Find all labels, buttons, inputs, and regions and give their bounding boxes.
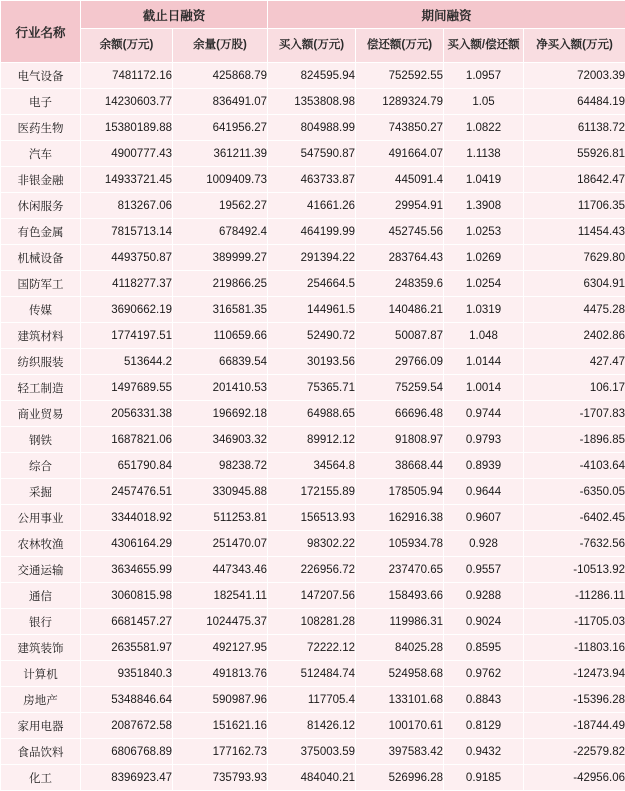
cell-buy-repay-ratio: 0.9557 [444,557,524,583]
cell-industry-name: 非银金融 [1,167,81,193]
cell-buy-amount: 30193.56 [268,349,356,375]
column-header-industry: 行业名称 [1,1,81,63]
cell-industry-name: 建筑装饰 [1,635,81,661]
cell-buy-amount: 75365.71 [268,375,356,401]
cell-balance-amount: 3060815.98 [81,583,173,609]
cell-repay-amount: 178505.94 [356,479,444,505]
table-row [1,401,625,427]
cell-buy-repay-ratio: 0.8129 [444,713,524,739]
table-row [1,245,625,271]
cell-buy-repay-ratio: 0.9762 [444,661,524,687]
cell-net-buy-amount: -15396.28 [524,687,625,713]
cell-net-buy-amount: 72003.39 [524,63,625,89]
cell-buy-repay-ratio: 0.9432 [444,739,524,765]
cell-buy-repay-ratio: 1.0957 [444,63,524,89]
cell-industry-name: 食品饮料 [1,739,81,765]
table-row [1,479,625,505]
cell-balance-volume: 316581.35 [173,297,268,323]
table-row [1,271,625,297]
cell-net-buy-amount: -11705.03 [524,609,625,635]
cell-buy-repay-ratio: 1.048 [444,323,524,349]
cell-industry-name: 计算机 [1,661,81,687]
cell-balance-amount: 513644.2 [81,349,173,375]
cell-balance-volume: 177162.73 [173,739,268,765]
cell-buy-repay-ratio: 0.9744 [444,401,524,427]
cell-balance-volume: 110659.66 [173,323,268,349]
cell-balance-volume: 196692.18 [173,401,268,427]
cell-industry-name: 交通运输 [1,557,81,583]
cell-net-buy-amount: 2402.86 [524,323,625,349]
table-row [1,193,625,219]
cell-buy-amount: 291394.22 [268,245,356,271]
cell-balance-volume: 641956.27 [173,115,268,141]
cell-net-buy-amount: 7629.80 [524,245,625,271]
cell-buy-repay-ratio: 0.9644 [444,479,524,505]
cell-buy-repay-ratio: 1.1138 [444,141,524,167]
cell-industry-name: 家用电器 [1,713,81,739]
cell-repay-amount: 526996.28 [356,765,444,791]
cell-balance-amount: 3344018.92 [81,505,173,531]
header-sub-row [1,29,625,63]
cell-buy-amount: 824595.94 [268,63,356,89]
cell-buy-amount: 172155.89 [268,479,356,505]
cell-net-buy-amount: -12473.94 [524,661,625,687]
cell-net-buy-amount: -42956.06 [524,765,625,791]
cell-buy-amount: 41661.26 [268,193,356,219]
cell-repay-amount: 397583.42 [356,739,444,765]
cell-repay-amount: 752592.55 [356,63,444,89]
cell-balance-amount: 2056331.38 [81,401,173,427]
cell-balance-volume: 425868.79 [173,63,268,89]
table-row [1,739,625,765]
cell-buy-amount: 98302.22 [268,531,356,557]
cell-net-buy-amount: -1707.83 [524,401,625,427]
cell-balance-amount: 1774197.51 [81,323,173,349]
table-row [1,583,625,609]
cell-balance-volume: 19562.27 [173,193,268,219]
cell-buy-repay-ratio: 1.0269 [444,245,524,271]
cell-net-buy-amount: -11286.11 [524,583,625,609]
cell-industry-name: 房地产 [1,687,81,713]
cell-balance-volume: 389999.27 [173,245,268,271]
cell-net-buy-amount: 11706.35 [524,193,625,219]
cell-balance-volume: 511253.81 [173,505,268,531]
cell-buy-amount: 52490.72 [268,323,356,349]
cell-repay-amount: 119986.31 [356,609,444,635]
cell-repay-amount: 75259.54 [356,375,444,401]
table-row [1,713,625,739]
column-group-header-closing-margin: 截止日融资 [81,1,268,29]
cell-balance-volume: 182541.11 [173,583,268,609]
cell-repay-amount: 283764.43 [356,245,444,271]
cell-industry-name: 商业贸易 [1,401,81,427]
cell-net-buy-amount: -6350.05 [524,479,625,505]
cell-balance-volume: 330945.88 [173,479,268,505]
cell-balance-amount: 7815713.14 [81,219,173,245]
cell-industry-name: 采掘 [1,479,81,505]
column-group-header-period-margin: 期间融资 [268,1,625,29]
column-header-net-buy-amount: 净买入额(万元) [524,29,625,63]
cell-industry-name: 医药生物 [1,115,81,141]
cell-balance-volume: 251470.07 [173,531,268,557]
cell-balance-amount: 6681457.27 [81,609,173,635]
column-header-balance-amount: 余额(万元) [81,29,173,63]
table-row [1,375,625,401]
cell-balance-amount: 5348846.64 [81,687,173,713]
cell-industry-name: 传媒 [1,297,81,323]
cell-repay-amount: 50087.87 [356,323,444,349]
cell-balance-volume: 66839.54 [173,349,268,375]
header-group-row [1,1,625,29]
cell-repay-amount: 162916.38 [356,505,444,531]
cell-net-buy-amount: 55926.81 [524,141,625,167]
cell-net-buy-amount: -6402.45 [524,505,625,531]
cell-repay-amount: 133101.68 [356,687,444,713]
cell-industry-name: 轻工制造 [1,375,81,401]
cell-buy-repay-ratio: 0.9288 [444,583,524,609]
cell-buy-repay-ratio: 0.9793 [444,427,524,453]
cell-repay-amount: 29766.09 [356,349,444,375]
cell-buy-amount: 1353808.98 [268,89,356,115]
table-row [1,505,625,531]
table-row [1,635,625,661]
cell-industry-name: 农林牧渔 [1,531,81,557]
table-row [1,661,625,687]
cell-balance-amount: 8396923.47 [81,765,173,791]
cell-buy-amount: 108281.28 [268,609,356,635]
cell-balance-amount: 3690662.19 [81,297,173,323]
cell-buy-repay-ratio: 1.3908 [444,193,524,219]
cell-balance-amount: 14230603.77 [81,89,173,115]
cell-buy-amount: 512484.74 [268,661,356,687]
cell-buy-repay-ratio: 0.928 [444,531,524,557]
cell-buy-repay-ratio: 0.9024 [444,609,524,635]
cell-buy-amount: 464199.99 [268,219,356,245]
cell-buy-amount: 375003.59 [268,739,356,765]
cell-industry-name: 化工 [1,765,81,791]
cell-net-buy-amount: -22579.82 [524,739,625,765]
cell-balance-volume: 735793.93 [173,765,268,791]
cell-balance-volume: 361211.39 [173,141,268,167]
cell-industry-name: 有色金属 [1,219,81,245]
cell-buy-repay-ratio: 1.0014 [444,375,524,401]
cell-net-buy-amount: -11803.16 [524,635,625,661]
cell-buy-repay-ratio: 1.0319 [444,297,524,323]
cell-buy-amount: 547590.87 [268,141,356,167]
cell-balance-amount: 7481172.16 [81,63,173,89]
cell-repay-amount: 452745.56 [356,219,444,245]
cell-balance-amount: 14933721.45 [81,167,173,193]
cell-net-buy-amount: -4103.64 [524,453,625,479]
cell-net-buy-amount: -1896.85 [524,427,625,453]
cell-balance-amount: 9351840.3 [81,661,173,687]
cell-balance-amount: 15380189.88 [81,115,173,141]
cell-balance-amount: 4900777.43 [81,141,173,167]
cell-repay-amount: 66696.48 [356,401,444,427]
cell-buy-repay-ratio: 1.0419 [444,167,524,193]
cell-buy-repay-ratio: 1.0253 [444,219,524,245]
cell-net-buy-amount: 4475.28 [524,297,625,323]
cell-industry-name: 休闲服务 [1,193,81,219]
cell-net-buy-amount: 11454.43 [524,219,625,245]
table-row [1,297,625,323]
table-row [1,687,625,713]
cell-buy-amount: 89912.12 [268,427,356,453]
cell-balance-volume: 678492.4 [173,219,268,245]
cell-balance-amount: 1687821.06 [81,427,173,453]
table-row [1,427,625,453]
table-row [1,557,625,583]
table-row [1,349,625,375]
cell-repay-amount: 491664.07 [356,141,444,167]
cell-buy-amount: 34564.8 [268,453,356,479]
cell-industry-name: 建筑材料 [1,323,81,349]
cell-buy-amount: 64988.65 [268,401,356,427]
cell-buy-amount: 463733.87 [268,167,356,193]
cell-industry-name: 电气设备 [1,63,81,89]
cell-balance-volume: 346903.32 [173,427,268,453]
cell-repay-amount: 38668.44 [356,453,444,479]
table-row [1,531,625,557]
cell-buy-amount: 147207.56 [268,583,356,609]
table-row [1,89,625,115]
cell-buy-repay-ratio: 0.9185 [444,765,524,791]
cell-balance-volume: 1009409.73 [173,167,268,193]
cell-balance-amount: 813267.06 [81,193,173,219]
cell-industry-name: 纺织服装 [1,349,81,375]
table-row [1,219,625,245]
cell-industry-name: 国防军工 [1,271,81,297]
cell-balance-amount: 4118277.37 [81,271,173,297]
table-header [1,1,625,63]
cell-buy-amount: 81426.12 [268,713,356,739]
cell-repay-amount: 140486.21 [356,297,444,323]
cell-balance-volume: 492127.95 [173,635,268,661]
table-body [1,63,625,791]
cell-net-buy-amount: 64484.19 [524,89,625,115]
cell-balance-amount: 4493750.87 [81,245,173,271]
cell-repay-amount: 105934.78 [356,531,444,557]
cell-balance-amount: 3634655.99 [81,557,173,583]
cell-balance-volume: 1024475.37 [173,609,268,635]
cell-balance-volume: 98238.72 [173,453,268,479]
cell-buy-amount: 156513.93 [268,505,356,531]
cell-balance-volume: 590987.96 [173,687,268,713]
cell-industry-name: 公用事业 [1,505,81,531]
cell-buy-amount: 72222.12 [268,635,356,661]
cell-buy-repay-ratio: 1.0822 [444,115,524,141]
cell-buy-amount: 226956.72 [268,557,356,583]
cell-balance-amount: 6806768.89 [81,739,173,765]
cell-buy-repay-ratio: 1.05 [444,89,524,115]
table-row [1,63,625,89]
column-header-buy-amount: 买入额(万元) [268,29,356,63]
cell-repay-amount: 91808.97 [356,427,444,453]
cell-repay-amount: 237470.65 [356,557,444,583]
cell-balance-volume: 151621.16 [173,713,268,739]
cell-balance-amount: 2635581.97 [81,635,173,661]
cell-balance-amount: 4306164.29 [81,531,173,557]
cell-net-buy-amount: -10513.92 [524,557,625,583]
cell-repay-amount: 158493.66 [356,583,444,609]
cell-buy-repay-ratio: 0.8595 [444,635,524,661]
cell-net-buy-amount: -18744.49 [524,713,625,739]
cell-balance-volume: 491813.76 [173,661,268,687]
cell-buy-amount: 117705.4 [268,687,356,713]
cell-balance-volume: 447343.46 [173,557,268,583]
cell-buy-amount: 144961.5 [268,297,356,323]
cell-balance-amount: 2457476.51 [81,479,173,505]
cell-repay-amount: 248359.6 [356,271,444,297]
cell-buy-amount: 804988.99 [268,115,356,141]
cell-net-buy-amount: 106.17 [524,375,625,401]
cell-industry-name: 电子 [1,89,81,115]
cell-net-buy-amount: 18642.47 [524,167,625,193]
table-row [1,141,625,167]
cell-repay-amount: 29954.91 [356,193,444,219]
cell-balance-volume: 219866.25 [173,271,268,297]
table-row [1,167,625,193]
cell-balance-amount: 1497689.55 [81,375,173,401]
cell-industry-name: 综合 [1,453,81,479]
cell-buy-repay-ratio: 1.0144 [444,349,524,375]
cell-industry-name: 钢铁 [1,427,81,453]
cell-balance-volume: 201410.53 [173,375,268,401]
cell-balance-volume: 836491.07 [173,89,268,115]
cell-net-buy-amount: 61138.72 [524,115,625,141]
cell-net-buy-amount: 427.47 [524,349,625,375]
cell-buy-repay-ratio: 0.8843 [444,687,524,713]
cell-balance-amount: 2087672.58 [81,713,173,739]
cell-buy-amount: 254664.5 [268,271,356,297]
table-row [1,115,625,141]
cell-industry-name: 机械设备 [1,245,81,271]
cell-buy-repay-ratio: 0.8939 [444,453,524,479]
cell-industry-name: 银行 [1,609,81,635]
cell-repay-amount: 100170.61 [356,713,444,739]
cell-repay-amount: 445091.4 [356,167,444,193]
table-row [1,765,625,791]
cell-net-buy-amount: 6304.91 [524,271,625,297]
cell-buy-repay-ratio: 0.9607 [444,505,524,531]
column-header-repay-amount: 偿还额(万元) [356,29,444,63]
table-row [1,453,625,479]
cell-balance-amount: 651790.84 [81,453,173,479]
cell-buy-amount: 484040.21 [268,765,356,791]
cell-net-buy-amount: -7632.56 [524,531,625,557]
table-row [1,323,625,349]
cell-repay-amount: 743850.27 [356,115,444,141]
column-header-buy-repay-ratio: 买入额/偿还额 [444,29,524,63]
column-header-balance-volume: 余量(万股) [173,29,268,63]
cell-industry-name: 通信 [1,583,81,609]
cell-industry-name: 汽车 [1,141,81,167]
cell-repay-amount: 524958.68 [356,661,444,687]
cell-buy-repay-ratio: 1.0254 [444,271,524,297]
table-row [1,609,625,635]
cell-repay-amount: 84025.28 [356,635,444,661]
cell-repay-amount: 1289324.79 [356,89,444,115]
